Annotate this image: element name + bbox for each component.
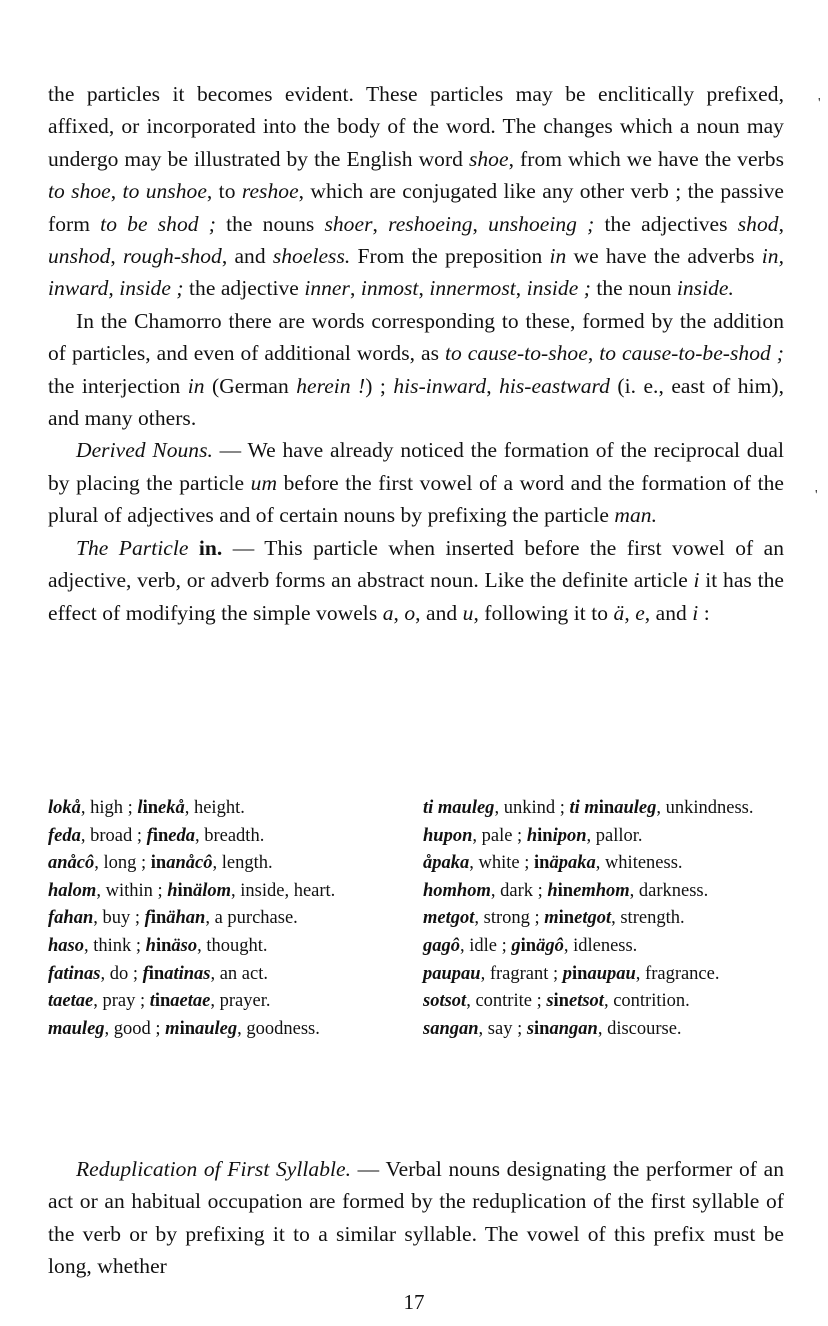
example-entry	[48, 795, 378, 823]
text-run: the particles it becomes evident. These particles may be enclitically prefixed, affixed, or incorporated into the body of the word. The changes which a noun may undergo may be illustrated by the English word	[48, 82, 784, 171]
derived-nouns-paragraph	[48, 434, 784, 531]
infix: in	[142, 798, 158, 818]
italic-term: u	[462, 600, 474, 625]
derived-gloss: , unkindness.	[656, 798, 754, 818]
root-gloss: , pale ;	[472, 825, 527, 846]
infix: in	[155, 935, 172, 956]
root-word: fatinas	[48, 963, 101, 984]
italic-term: i	[692, 600, 699, 625]
derived-word: minetgot	[544, 908, 612, 929]
italic-term: o	[404, 600, 416, 625]
derived-word: minauleg	[165, 1018, 238, 1039]
example-entry	[48, 961, 378, 989]
italic-term: Derived Nouns.	[76, 438, 213, 463]
text-run: ,	[418, 276, 430, 301]
text-run: ,	[486, 373, 500, 398]
root-word: fahan	[48, 908, 94, 929]
text-run: the adjective	[183, 276, 305, 301]
derived-gloss: , length.	[212, 853, 273, 874]
root-gloss: , good ;	[104, 1018, 166, 1039]
infix: in	[179, 1018, 195, 1039]
derived-word: pinaupau	[562, 963, 636, 984]
text-run: — Verbal nouns designating the performer of an act or an habitual occupation are formed by the reduplication of the first syllable of the verb or by prefixing it to a similar syllable. The vowel of this prefix must be long, whether	[48, 1157, 784, 1279]
example-entry	[423, 878, 788, 906]
root-word: sotsot	[423, 991, 467, 1012]
text-run: , and	[415, 600, 463, 625]
examples-right-column	[423, 795, 788, 1043]
derived-gloss: , a purchase.	[205, 908, 298, 929]
text-run: it has the effect of modifying the simple vowels	[48, 568, 784, 625]
infix: in	[598, 798, 615, 818]
text-run: , from which we have the verbs	[508, 146, 784, 171]
example-entry	[48, 1016, 378, 1044]
derived-gloss: , pallor.	[586, 825, 643, 846]
italic-term: ä	[613, 600, 625, 625]
italic-term: The Particle	[76, 535, 189, 560]
italic-term: unshoeing ;	[488, 211, 595, 236]
italic-term: his-eastward	[499, 373, 610, 398]
infix: in	[148, 963, 165, 984]
text-run: ,	[515, 276, 527, 301]
particle-in-paragraph	[48, 532, 784, 629]
text-run: (i. e., east of him), and many others.	[48, 373, 785, 431]
derived-word: fineda	[146, 825, 195, 846]
derived-word: hinemhom	[547, 880, 630, 901]
text-run: ,	[110, 179, 123, 204]
text-run: — We have already noticed the formation of the reciprocal dual by placing the particle	[48, 438, 784, 495]
derived-word: inanåcô	[150, 853, 213, 874]
text-run: the noun	[590, 276, 677, 301]
example-entry	[423, 823, 788, 851]
example-entry	[48, 823, 378, 851]
text-run: we have the adverbs	[566, 244, 762, 269]
derived-word: hinäso	[145, 935, 198, 956]
text-run: , and	[644, 600, 693, 625]
derived-word: linekå	[137, 798, 185, 818]
derived-word: ti minauleg	[569, 798, 657, 818]
text-run: ,	[110, 244, 124, 269]
italic-term: rough-shod	[123, 244, 222, 269]
text-run: ) ;	[365, 373, 394, 398]
infix: in	[534, 1018, 550, 1039]
italic-term: reshoe	[241, 179, 299, 204]
italic-term: a	[382, 600, 394, 625]
page-number: 17	[403, 1290, 425, 1314]
root-gloss: , within ;	[96, 880, 168, 901]
italic-term: to cause-to-shoe	[444, 341, 588, 366]
example-entry	[423, 961, 788, 989]
derived-word: hinälom	[167, 880, 232, 901]
root-gloss: , pray ;	[93, 991, 150, 1012]
reduplication-section	[48, 1153, 784, 1283]
derived-gloss: , idleness.	[563, 935, 638, 956]
italic-term: i	[693, 568, 700, 593]
root-gloss: , buy ;	[93, 908, 145, 929]
example-entry	[423, 988, 788, 1016]
root-word: metgot	[423, 908, 475, 929]
text-run: ,	[778, 211, 784, 236]
root-gloss: , do ;	[100, 963, 143, 984]
root-word: gagô	[423, 935, 460, 956]
italic-term: inmost	[360, 276, 419, 301]
root-gloss: , say ;	[478, 1018, 527, 1039]
derived-gloss: , contrition.	[603, 991, 690, 1012]
text-run: , to	[206, 179, 242, 204]
derived-word: ginägô	[511, 935, 564, 956]
italic-term: shod	[737, 211, 779, 236]
root-gloss: , unkind ;	[494, 798, 570, 818]
example-entry	[48, 878, 378, 906]
italic-term: to unshoe	[122, 179, 207, 204]
italic-term: to cause-to-be-shod ;	[599, 341, 784, 366]
italic-term: shoeless.	[272, 244, 351, 269]
derived-gloss: , thought.	[197, 935, 268, 956]
root-word: feda	[48, 825, 81, 846]
text-run: , and	[221, 244, 273, 269]
root-word: lokå	[48, 798, 81, 818]
example-entry	[48, 933, 378, 961]
text-run: (German	[204, 373, 297, 398]
italic-term: shoer	[324, 211, 373, 236]
scan-speck: '	[818, 96, 821, 111]
root-gloss: , dark ;	[490, 880, 548, 901]
italic-term: inside ;	[526, 276, 591, 301]
root-gloss: , long ;	[94, 853, 151, 874]
root-gloss: , high ;	[80, 798, 138, 818]
infix: in	[152, 825, 169, 846]
derived-gloss: , whiteness.	[595, 853, 683, 874]
italic-term: herein !	[296, 373, 366, 398]
text-run: the interjection	[48, 373, 188, 398]
root-gloss: , think ;	[84, 935, 146, 956]
root-gloss: , fragrant ;	[480, 963, 563, 984]
text-run: ,	[372, 211, 389, 236]
bold-term: in.	[188, 535, 223, 560]
derived-gloss: , discourse.	[597, 1018, 682, 1039]
derived-gloss: , strength.	[611, 908, 685, 929]
text-run: — This particle when inserted before the first vowel of an adjective, verb, or adverb forms an abstract noun. Like the definite article	[48, 535, 784, 593]
root-word: paupau	[423, 963, 481, 984]
root-word: mauleg	[48, 1018, 105, 1039]
examples-table	[48, 795, 788, 1043]
derived-word: finatinas	[142, 963, 211, 984]
italic-term: in, inward, inside ;	[48, 244, 784, 301]
derived-gloss: , darkness.	[629, 880, 709, 901]
text-run: ,	[349, 276, 361, 301]
derived-word: hinipon	[526, 825, 587, 846]
derived-word: inäpaka	[534, 853, 596, 874]
root-gloss: , broad ;	[80, 825, 147, 846]
example-entry	[48, 988, 378, 1016]
root-word: ti mauleg	[423, 798, 495, 818]
derived-word: sinetsot	[546, 991, 604, 1012]
italic-term: innermost	[429, 276, 516, 301]
derived-gloss: , breadth.	[194, 825, 265, 846]
text-run: ,	[472, 211, 489, 236]
derived-gloss: , prayer.	[210, 991, 271, 1012]
text-run: ,	[393, 600, 405, 625]
example-entry	[48, 850, 378, 878]
example-entry	[423, 933, 788, 961]
text-run: From the preposition	[350, 244, 550, 269]
infix: in	[553, 991, 569, 1012]
reduplication-paragraph	[48, 1153, 784, 1283]
example-entry	[423, 1016, 788, 1044]
infix: in	[154, 991, 171, 1012]
derived-word: tinaetae	[149, 991, 211, 1012]
text-run: In the Chamorro there are words corresponding to these, formed by the addition of particles, and even of additional words, as	[48, 308, 784, 366]
root-word: hupon	[423, 825, 473, 846]
italic-term: e	[635, 600, 645, 625]
text-run: :	[698, 600, 710, 625]
root-gloss: , strong ;	[474, 908, 545, 929]
italic-term: his-inward	[393, 373, 487, 398]
derived-word: finähan	[144, 908, 206, 929]
root-gloss: , idle ;	[460, 935, 512, 956]
infix: in	[534, 853, 550, 874]
text-run: the adjectives	[594, 211, 738, 236]
italic-term: inside.	[676, 276, 734, 301]
italic-term: Reduplication of First Syllable.	[76, 1157, 352, 1181]
text-run: , following it to	[473, 600, 614, 625]
examples-left-column	[48, 795, 378, 1043]
italic-term: um	[250, 470, 278, 495]
infix: in	[557, 880, 574, 901]
root-word: åpaka	[423, 853, 470, 874]
infix: in	[558, 908, 575, 929]
root-word: sangan	[423, 1018, 479, 1039]
example-entry	[48, 905, 378, 933]
root-word: anåcô	[48, 853, 95, 874]
example-entry	[423, 850, 788, 878]
example-entry	[423, 905, 788, 933]
derived-gloss: , goodness.	[237, 1018, 320, 1039]
root-word: taetae	[48, 991, 94, 1012]
italic-term: shoe	[468, 146, 509, 171]
derived-gloss: , an act.	[210, 963, 268, 984]
example-entry	[423, 795, 788, 823]
scan-speck: '	[815, 488, 818, 503]
text-run: ,	[587, 341, 600, 366]
root-word: haso	[48, 935, 84, 956]
italic-term: man.	[614, 503, 657, 528]
italic-term: in	[187, 373, 205, 398]
root-word: homhom	[423, 880, 491, 901]
infix: in	[537, 825, 553, 846]
italic-term: in	[549, 244, 567, 269]
infix: in	[520, 935, 537, 956]
text-run: , which are conjugated like any other verb ; the passive form	[48, 179, 784, 236]
derived-word: sinangan	[526, 1018, 598, 1039]
infix: in	[572, 963, 588, 984]
chamorro-paragraph	[48, 305, 784, 435]
derived-gloss: , fragrance.	[635, 963, 720, 984]
italic-term: inner	[304, 276, 350, 301]
root-word: halom	[48, 880, 97, 901]
root-gloss: , white ;	[469, 853, 534, 874]
infix: in	[150, 853, 167, 874]
italic-term: reshoeing	[388, 211, 473, 236]
italic-term: unshod	[48, 244, 111, 269]
root-gloss: , contrite ;	[466, 991, 547, 1012]
text-run: ,	[624, 600, 636, 625]
derived-gloss: , inside, heart.	[231, 880, 336, 901]
intro-paragraph	[48, 78, 784, 305]
italic-term: to be shod ;	[100, 211, 216, 236]
italic-term: to shoe	[48, 179, 111, 204]
infix: in	[150, 908, 167, 929]
derived-gloss: , height.	[184, 798, 245, 818]
text-run: before the first vowel of a word and the formation of the plural of adjectives and of certain nouns by prefixing the particle	[48, 470, 784, 528]
page-body	[48, 78, 784, 629]
text-run: the nouns	[215, 211, 325, 236]
infix: in	[177, 880, 193, 901]
